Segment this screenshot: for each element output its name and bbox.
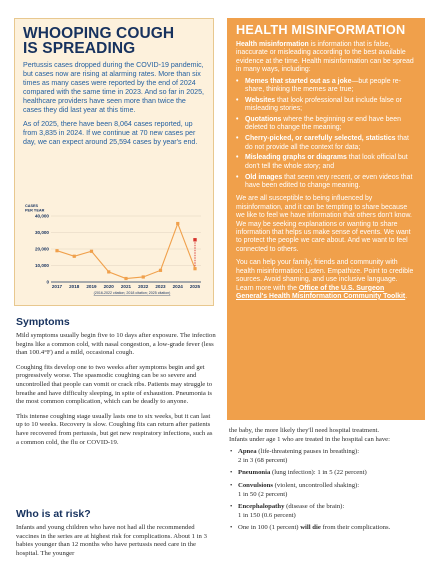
cases-line-chart [23,202,207,302]
whooping-cough-paragraph-1: Pertussis cases dropped during the COVID-19 pandemic, but cases now are rising at alarming rates. More than six times as many cases were reported by the end of 2024 compared with the same time in 2023. And so far in 2025, healthcare providers have seen more than twice the cases they did last year at this time. [23,61,204,114]
x-tick-label: 2024 [172,284,183,289]
misinformation-item [236,154,417,171]
chart-footnote: (2016-2022 citation; 2018 citation; 2025 citation) [93,291,171,295]
misinformation-title: HEALTH MISINFORMATION [236,23,406,37]
item-bold: Quotations [245,116,282,124]
complication-desc: (violent, uncontrolled shaking): [272,481,360,489]
title-line-2: IS SPREADING [23,40,136,57]
data-point [55,249,58,252]
complication-item [229,469,427,478]
x-tick-label: 2020 [103,284,114,289]
item-bold: Old images [245,173,283,181]
complication-desc: (disease of the brain): [284,503,345,511]
complication-desc: (lung infection): 1 in 5 (22 percent) [270,469,367,477]
definition-term: Health misinformation [236,41,309,48]
x-tick-label: 2023 [155,284,166,289]
x-tick-label: 2022 [138,284,149,289]
item-bold: Misleading graphs or diagrams [245,154,347,162]
misinformation-item [236,78,417,95]
item-text: that seem very recent, or even videos that have been edited to change meaning. [245,173,413,190]
symptoms-paragraph-2: Coughing fits develop one to two weeks after symptoms begin and get progressively worse. The spasmodic coughing can be so severe and uncontrolled that people can vomit or crack ribs. Patients may struggle to breathe and have difficulty sleeping, in spite of exhaustion. Pneumonia is the most common complication, which can be deadly to anyone. [16,363,213,406]
y-axis-label: PER YEAR [25,208,45,213]
symptoms-paragraph-1: Mild symptoms usually begin five to 10 days after exposure. The infection begins like a common cold, with nasal congestion, a low-grade fever (less than 100.4°F) and a mild, occasional cough. [16,332,216,357]
x-tick-label: 2017 [51,284,63,289]
item-text: that look official but don't tell the whole story; and [245,154,408,170]
complication-item [229,524,427,533]
paragraph-3-text: You can help your family, friends and community with health misinformation: Listen. Empathize. Point to credible sources. Avoid shaming, and use inclusive language. Learn more with the [236,259,414,292]
health-misinformation-panel [227,18,425,420]
definition-text: is information that is false, inaccurate or misleading according to the best available evidence at the time. Health misinformation can be spread in many ways, including: [236,41,414,74]
x-tick-label: 2025 [189,284,201,289]
title-line-1: WHOOPING COUGH [23,25,175,42]
y-tick-label: 40,000 [34,213,49,219]
misinformation-item [236,135,417,152]
symptoms-heading: Symptoms [16,316,70,328]
x-tick-label: 2021 [120,284,132,289]
complication-item [229,503,427,520]
misinformation-item [236,174,417,191]
data-point [193,267,196,270]
data-point [90,250,93,253]
x-tick-label: 2018 [69,284,80,289]
whooping-cough-title [23,26,205,56]
item-text: where the beginning or end have been deleted to change the meaning; [245,116,401,132]
complication-item [229,448,427,465]
data-point [176,222,179,225]
item-text: —but people re-share, thinking the memes are true; [245,77,401,94]
complications-intro-1: the baby, the more likely they'll need hospital treatment. [229,427,380,434]
x-tick-label: 2019 [86,284,97,289]
complication-name: will die [300,524,321,532]
complication-name: Apnea [238,448,257,456]
y-tick-label: 20,000 [34,246,49,252]
y-axis-label: CASES [25,204,39,208]
complication-desc: from their complications. [320,524,391,532]
complication-rate: 2 in 3 (68 percent) [238,456,288,464]
at-risk-paragraph: Infants and young children who have not had all the recommended vaccines in the series are at highest risk for complications. About 1 in 3 babies younger than 12 months who have pertussis need care in the hospital. The younger [16,524,207,557]
data-point [159,269,162,272]
misinformation-item [236,116,417,133]
item-text: that do not provide all the context for data; [245,135,409,151]
symptoms-body [16,332,216,453]
complication-name: Convulsions [238,481,273,489]
data-point [124,277,127,280]
item-text: that look professional but include false or misleading stories; [245,96,402,113]
y-tick-label: 30,000 [34,230,49,236]
complication-pre: One in 100 (1 percent) [238,524,301,532]
complications-list [229,448,427,533]
y-tick-label: 0 [46,279,49,285]
complication-name: Encephalopathy [238,503,285,511]
complication-desc: (life-threatening pauses in breathing): [256,448,360,456]
misinformation-item [236,97,417,114]
paragraph-3-end: . [405,292,408,300]
whooping-cough-paragraph-2: As of 2025, there have been 8,064 cases reported, up from 3,835 in 2024. If we continue at 70 new cases per day, we can expect around 25,594 cases by year's end. [23,120,198,146]
series-line [57,224,195,279]
complication-rate: 1 in 150 (0.6 percent) [238,511,296,519]
data-point [107,270,110,273]
hospital-complications-body [229,427,427,537]
misinformation-list [236,78,417,191]
misinformation-definition [236,41,417,75]
misinformation-paragraph-3 [236,259,417,301]
data-point [73,255,76,258]
at-risk-body [16,524,216,558]
y-tick-label: 10,000 [34,263,49,269]
projection-point [193,238,196,241]
surgeon-general-toolkit-link[interactable]: Office of the U.S. Surgeon General's Health Misinformation Community Toolkit [236,284,406,300]
item-bold: Websites [245,96,276,104]
item-bold: Memes that started out as a joke [245,77,352,85]
item-bold: Cherry-picked, or carefully selected, statistics [245,135,396,143]
complications-intro-2: Infants under age 1 who are treated in the hospital can have: [229,435,390,443]
at-risk-heading: Who is at risk? [16,508,91,520]
complication-rate: 1 in 50 (2 percent) [238,490,288,498]
complication-item [229,482,427,499]
symptoms-paragraph-3: This intense coughing stage usually lasts one to six weeks, but it can last up to 10 weeks. Recovery is slow. Coughing fits can return after patients have recovered from pertussis, but get new respiratory infections, such as a common cold, the flu or COVID-19. [16,412,213,446]
whooping-cough-panel [14,18,214,306]
complication-name: Pneumonia [238,469,271,477]
misinformation-paragraph-2: We are all susceptible to being influenced by misinformation, and it can be tempting to share because we like to feel we have information that others don't know. We may be seeking explanations or wanting to share information that helps us make sense of events. We want to protect the people we care about. And we want to feel connected to others. [236,195,412,253]
data-point [142,275,145,278]
cases-chart [23,202,207,302]
